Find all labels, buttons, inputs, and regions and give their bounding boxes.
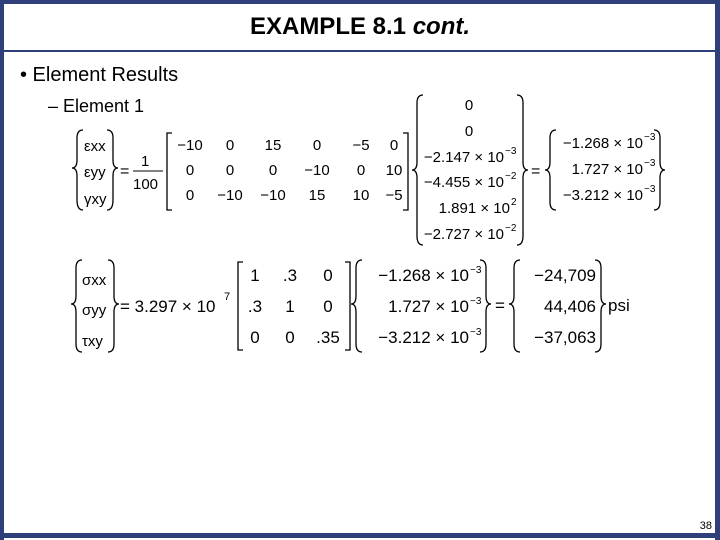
stress-lhs-brace-right: [108, 260, 119, 352]
strain-matrix-cell: 0: [185, 162, 195, 179]
stress-strain-entry-exponent: −3: [470, 296, 482, 307]
displacement-entry-mantissa: 1.891 × 10: [438, 200, 510, 217]
bullet-element-results: • Element Results: [20, 64, 179, 86]
stress-strain-entry-mantissa: −1.268 × 10: [378, 266, 469, 285]
title-italic: cont.: [412, 13, 471, 40]
strain-fraction-num: 1: [141, 153, 150, 170]
strain-lhs-2: γxy: [84, 191, 107, 208]
strain-result-entry-mantissa: −1.268 × 10: [562, 135, 643, 152]
strain-result-entry-exponent: −3: [644, 184, 656, 195]
stress-equation: [71, 260, 630, 352]
strain-result-entry-exponent: −3: [644, 132, 656, 143]
stress-matrix-cell: .35: [316, 328, 340, 347]
stress-lhs-2: τxy: [82, 333, 103, 350]
stress-strain-entry-exponent: −3: [470, 327, 482, 338]
displacement-entry-mantissa: −2.727 × 10: [423, 226, 504, 243]
stress-matrix-cell: 0: [285, 328, 295, 347]
strain-matrix-cell: 0: [312, 137, 322, 154]
stress-strain-entry-mantissa: 1.727 × 10: [388, 297, 469, 316]
displacement-entry: 0: [464, 123, 474, 140]
stress-result-brace-right: [595, 260, 606, 352]
strain-matrix-cell: 15: [308, 187, 326, 204]
displacement-entry-mantissa: −2.147 × 10: [423, 149, 504, 166]
stress-strain-entry-exponent: −3: [470, 265, 482, 276]
displacement-brace-left: [412, 95, 423, 245]
displacement-brace-right: [517, 95, 528, 245]
strain-matrix-cell: −10: [177, 137, 203, 154]
stress-equals: =: [495, 296, 505, 315]
stress-matrix-cell: 1: [250, 266, 260, 285]
stress-lhs-0: σxx: [82, 272, 107, 289]
stress-matrix-bracket-right: [345, 262, 350, 350]
displacement-entry-exponent: 2: [511, 197, 517, 208]
strain-lhs-brace-left: [72, 130, 83, 210]
strain-result-entry-mantissa: −3.212 × 10: [562, 187, 643, 204]
displacement-entry: 0: [464, 97, 474, 114]
strain-result-brace-right: [654, 130, 665, 210]
strain-matrix-cell: −10: [217, 187, 243, 204]
displacement-entry-exponent: −2: [505, 223, 517, 234]
stress-matrix-cell: 0: [323, 297, 333, 316]
strain-lhs-brace-right: [107, 130, 118, 210]
stress-matrix-cell: 0: [323, 266, 333, 285]
stress-scalar-exponent: 7: [224, 291, 231, 303]
strain-matrix-cell: 0: [356, 162, 366, 179]
strain-matrix-cell: −5: [385, 187, 403, 204]
displacement-entry-exponent: −2: [505, 171, 517, 182]
displacement-vector: [424, 97, 517, 243]
stress-matrix-cell: 1: [285, 297, 295, 316]
title-main: EXAMPLE 8.1: [249, 13, 407, 40]
stress-strain-vector: [378, 265, 482, 347]
strain-matrix-cell: 10: [352, 187, 370, 204]
stress-unit: psi: [608, 296, 630, 315]
strain-matrix-cell: 15: [264, 137, 282, 154]
strain-matrix-cell: 0: [389, 137, 399, 154]
strain-matrix-bracket-left: [167, 133, 172, 210]
strain-matrix-cell: 0: [268, 162, 278, 179]
stress-matrix-cell: .3: [282, 266, 298, 285]
sub-bullet-element-1: – Element 1: [48, 96, 145, 116]
stress-lhs-1: σyy: [82, 302, 107, 319]
stress-scalar: = 3.297 × 10: [120, 297, 216, 316]
stress-result-entry: −24,709: [534, 266, 596, 285]
stress-matrix-cell: 0: [250, 328, 260, 347]
strain-equation: [72, 95, 665, 245]
strain-result-vector: [563, 132, 656, 204]
strain-matrix-cell: 10: [385, 162, 403, 179]
stress-result-entry: 44,406: [544, 297, 596, 316]
strain-matrix-cell: 0: [225, 137, 235, 154]
strain-result-entry-exponent: −3: [644, 158, 656, 169]
stress-strain-brace-left: [351, 260, 362, 352]
stress-result-vector: [534, 266, 596, 347]
stress-result-entry: −37,063: [534, 328, 596, 347]
strain-matrix-cell: −10: [304, 162, 330, 179]
strain-equals-2: =: [531, 163, 541, 180]
strain-matrix: [177, 137, 402, 204]
strain-matrix-cell: −5: [352, 137, 370, 154]
strain-matrix-cell: 0: [225, 162, 235, 179]
stress-strain-entry-mantissa: −3.212 × 10: [378, 328, 469, 347]
stress-lhs-brace-left: [71, 260, 82, 352]
strain-result-brace-left: [545, 130, 556, 210]
displacement-entry-exponent: −3: [505, 146, 517, 157]
strain-matrix-cell: 0: [185, 187, 195, 204]
stress-matrix-bracket-left: [238, 262, 243, 350]
strain-equals-1: =: [120, 163, 130, 180]
stress-result-brace-left: [509, 260, 520, 352]
strain-lhs-1: εyy: [84, 164, 106, 181]
displacement-entry-mantissa: −4.455 × 10: [423, 174, 504, 191]
stress-matrix: [248, 266, 340, 347]
page-number: 38: [699, 520, 712, 532]
strain-lhs-0: εxx: [84, 138, 106, 155]
stress-strain-brace-right: [480, 260, 491, 352]
strain-result-entry-mantissa: 1.727 × 10: [571, 161, 643, 178]
strain-matrix-bracket-right: [403, 133, 408, 210]
stress-matrix-cell: .3: [247, 297, 263, 316]
strain-matrix-cell: −10: [260, 187, 286, 204]
strain-fraction-den: 100: [133, 176, 159, 193]
